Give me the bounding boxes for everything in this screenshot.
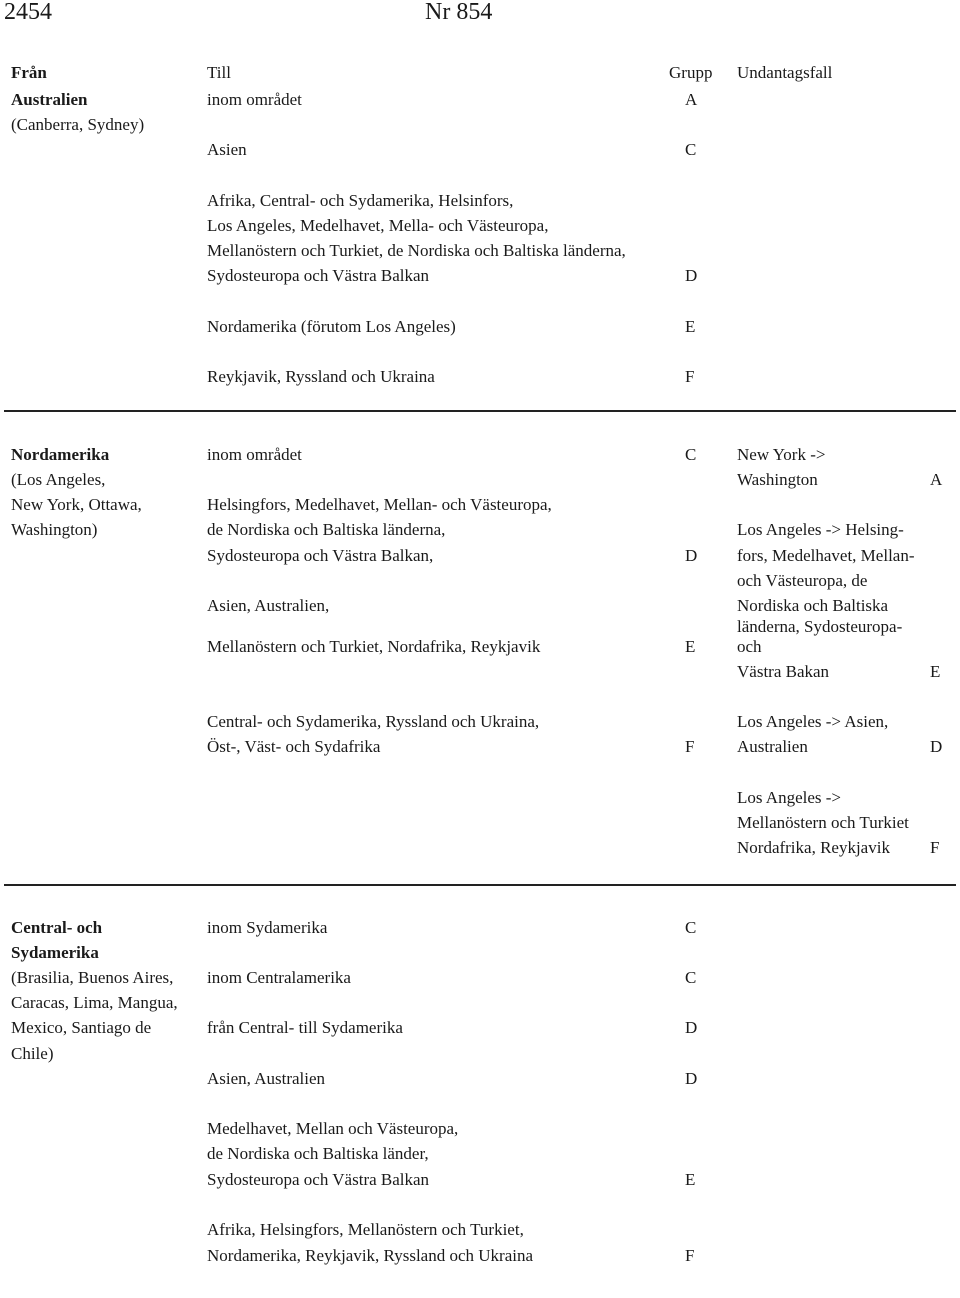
group-code: E (685, 317, 696, 336)
destination-line: Sydosteuropa och Västra Balkan, (207, 546, 434, 565)
destination-line: Öst-, Väst- och Sydafrika (207, 737, 381, 756)
destination-line: Mellanöstern och Turkiet, de Nordiska och Baltiska länderna, (207, 241, 626, 260)
group-code: E (685, 637, 696, 656)
exception-line: Los Angeles -> (737, 788, 842, 807)
group-code: D (685, 1018, 698, 1037)
exception-line: Västra Bakan (737, 662, 830, 681)
from-region-cities: Mexico, Santiago de (11, 1018, 152, 1037)
group-code: A (685, 90, 698, 109)
exception-line: Nordiska och Baltiska (737, 596, 889, 615)
column-header-group: Grupp (669, 63, 713, 82)
destination-line: Mellanöstern och Turkiet, Nordafrika, Reykjavik (207, 637, 541, 656)
destination-line: Nordamerika, Reykjavik, Ryssland och Ukraina (207, 1246, 534, 1265)
exception-line: och (737, 637, 762, 656)
destination-line: Central- och Sydamerika, Ryssland och Ukraina, (207, 712, 540, 731)
destination-line: de Nordiska och Baltiska länder, (207, 1144, 429, 1163)
group-code: D (685, 546, 698, 565)
from-region-name: Australien (11, 90, 88, 109)
group-code: D (685, 266, 698, 285)
destination-line: inom Sydamerika (207, 918, 328, 937)
from-region-cities: Chile) (11, 1044, 54, 1063)
destination-line: Afrika, Central- och Sydamerika, Helsinfors, (207, 191, 514, 210)
exception-line: Nordafrika, Reykjavik (737, 838, 890, 857)
exception-line: Mellanöstern och Turkiet (737, 813, 909, 832)
destination-line: Asien, Australien, (207, 596, 330, 615)
destination-line: inom området (207, 445, 302, 464)
group-code: C (685, 968, 697, 987)
page-number: 2454 (4, 0, 52, 25)
destination-line: Medelhavet, Mellan och Västeuropa, (207, 1119, 459, 1138)
group-code: F (685, 737, 695, 756)
from-region-name: Sydamerika (11, 943, 99, 962)
exception-group-code: A (930, 470, 943, 489)
group-code: F (685, 1246, 695, 1265)
destination-line: Asien (207, 140, 247, 159)
from-region-cities: Washington) (11, 520, 98, 539)
exception-line: Los Angeles -> Asien, (737, 712, 889, 731)
group-code: C (685, 140, 697, 159)
exception-line: Los Angeles -> Helsing- (737, 520, 904, 539)
column-header-exceptions: Undantagsfall (737, 63, 833, 82)
exception-line: länderna, Sydosteuropa- (737, 617, 903, 636)
destination-line: Afrika, Helsingfors, Mellanöstern och Turkiet, (207, 1220, 524, 1239)
destination-line: Nordamerika (förutom Los Angeles) (207, 317, 456, 336)
from-region-name: Central- och (11, 918, 103, 937)
destination-line: inom Centralamerika (207, 968, 351, 987)
exception-group-code: D (930, 737, 943, 756)
destination-line: Sydosteuropa och Västra Balkan (207, 266, 430, 285)
group-code: F (685, 367, 695, 386)
exception-line: Washington (737, 470, 818, 489)
from-region-cities: Caracas, Lima, Mangua, (11, 993, 178, 1012)
destination-line: Helsingfors, Medelhavet, Mellan- och Västeuropa, (207, 495, 552, 514)
destination-line: inom området (207, 90, 302, 109)
destination-line: Los Angeles, Medelhavet, Mella- och Västeuropa, (207, 216, 549, 235)
page-title: Nr 854 (425, 0, 493, 25)
exception-line: fors, Medelhavet, Mellan- (737, 546, 915, 565)
destination-line: Reykjavik, Ryssland och Ukraina (207, 367, 435, 386)
exception-group-code: F (930, 838, 940, 857)
from-region-name: Nordamerika (11, 445, 110, 464)
destination-line: från Central- till Sydamerika (207, 1018, 403, 1037)
group-code: C (685, 445, 697, 464)
destination-line: de Nordiska och Baltiska länderna, (207, 520, 446, 539)
destination-line: Asien, Australien (207, 1069, 326, 1088)
from-region-cities: (Canberra, Sydney) (11, 115, 145, 134)
from-region-cities: New York, Ottawa, (11, 495, 142, 514)
exception-group-code: E (930, 662, 941, 681)
column-header-to: Till (207, 63, 231, 82)
from-region-cities: (Brasilia, Buenos Aires, (11, 968, 174, 987)
exception-line: Australien (737, 737, 808, 756)
group-code: D (685, 1069, 698, 1088)
exception-line: och Västeuropa, de (737, 571, 868, 590)
group-code: C (685, 918, 697, 937)
exception-line: New York -> (737, 445, 826, 464)
group-code: E (685, 1170, 696, 1189)
column-header-from: Från (11, 63, 47, 82)
section-divider (4, 884, 956, 886)
section-divider (4, 410, 956, 412)
destination-line: Sydosteuropa och Västra Balkan (207, 1170, 430, 1189)
from-region-cities: (Los Angeles, (11, 470, 106, 489)
